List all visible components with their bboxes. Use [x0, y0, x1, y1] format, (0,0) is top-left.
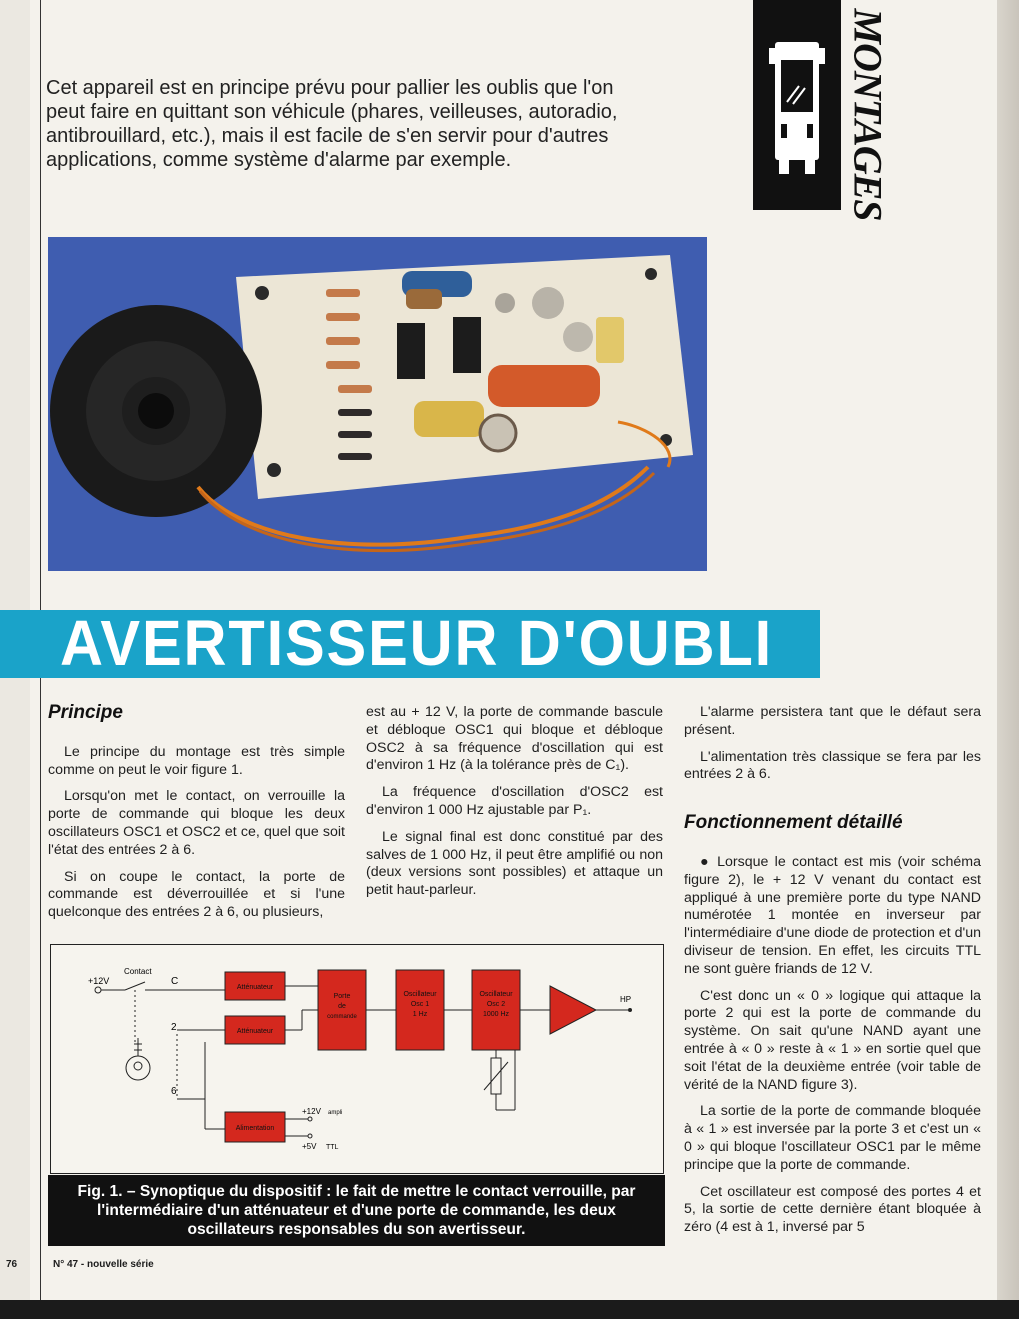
page-number: 76: [6, 1259, 18, 1270]
section-heading-principe: Principe: [48, 702, 123, 723]
paragraph: Si on coupe le contact, la porte de commande est déverrouillée et si l'une quelconque des entrées 2 à 6, ou plusieurs,: [48, 868, 345, 921]
figure-caption-text: Fig. 1. – Synoptique du dispositif : le fait de mettre le contact verrouille, par l'intermédiaire d'un atténuateur et d'une porte de commande, les deux oscillateurs responsables du son avertisseur.: [77, 1183, 636, 1238]
scan-bottom-band: [0, 1300, 1019, 1319]
paragraph: Le principe du montage est très simple comme on peut le voir figure 1.: [48, 743, 345, 778]
block-diagram: [50, 944, 664, 1174]
montages-logo: [753, 0, 841, 210]
paragraph: Cet oscillateur est composé des portes 4 et 5, la sortie de cette dernière étant bloquée à zéro (4 est à 1, inversé par 5: [684, 1183, 981, 1236]
paragraph: La sortie de la porte de commande bloquée à « 1 » est inversée par la porte 3 et c'est un « 0 » qui bloque l'oscillateur OSC1 par le même principe que la porte de commande.: [684, 1103, 981, 1173]
osc1-block: [396, 970, 444, 1050]
issue-label: N° 47 - nouvelle série: [53, 1259, 154, 1270]
column-3: [684, 704, 981, 1246]
attenuator-1-label: Atténuateur: [236, 984, 274, 991]
label-ttl: TTL: [326, 1144, 339, 1151]
paragraph: C'est donc un « 0 » logique qui attaque la porte 2 qui est la porte de commande du système. On sait qu'une NAND ayant une entrée à « 0 » reste à « 1 » en sortie quel que soit l'état de la deuxième entrée (voir table de vérité de la NAND figure 3).: [684, 987, 981, 1093]
label-input-2: 2: [171, 1022, 177, 1033]
paragraph: Le signal final est donc constitué par des salves de 1 000 Hz, il peut être amplifié ou non (deux versions sont possibles) et attaque un petit haut-parleur.: [366, 828, 663, 899]
paragraph: L'alarme persistera tant que le défaut sera présent.: [684, 704, 981, 738]
osc2-label-3: 1000 Hz: [482, 1011, 510, 1018]
label-c: C: [171, 976, 179, 987]
section-tag: [845, 7, 891, 221]
command-gate-label-1: Porte: [333, 993, 351, 1000]
label-12v-out: +12V: [302, 1107, 321, 1116]
vehicle-icon: [753, 0, 841, 210]
command-gate-block: [318, 970, 366, 1050]
section-heading-fonctionnement: Fonctionnement détaillé: [684, 812, 903, 834]
label-hp: HP: [620, 995, 632, 1004]
paragraph: La fréquence d'oscillation d'OSC2 est d'environ 1 000 Hz ajustable par P₁.: [366, 784, 663, 818]
paragraph: Lorsqu'on met le contact, on verrouille la porte de commande qui bloque les deux oscillateurs OSC1 et OSC2 et ce, quel que soit l'état des entrées 2 à 6.: [48, 788, 345, 858]
label-ampli: ampli: [328, 1110, 343, 1116]
paragraph: L'alimentation très classique se fera par les entrées 2 à 6.: [684, 748, 981, 783]
osc2-label-2: Osc 2: [486, 1001, 506, 1008]
column-1: [48, 704, 345, 931]
osc2-label-1: Oscillateur: [479, 991, 513, 998]
osc1-label-1: Oscillateur: [403, 991, 437, 998]
intro-paragraph: Cet appareil est en principe prévu pour pallier les oublis que l'on peut faire en quittant son véhicule (phares, veilleuses, autoradio, antibrouillard, etc.), mais il est facile de s'en servir pour d'autres applications, comme système d'alarme par exemple.: [46, 77, 618, 171]
label-plus12: +12V: [88, 976, 110, 986]
column-2: [366, 704, 663, 909]
osc1-label-2: Osc 1: [410, 1001, 430, 1008]
paragraph: est au + 12 V, la porte de commande bascule et débloque OSC1 qui bloque et débloque OSC2 à sa fréquence d'oscillation qui est d'environ 1 Hz (à la tolérance près de C₁).: [366, 704, 663, 774]
figure-caption: [48, 1175, 665, 1246]
facing-page-edge: [997, 0, 1019, 1319]
label-input-6: 6: [171, 1086, 177, 1097]
command-gate-label-3: commande: [327, 1014, 357, 1020]
osc1-label-3: 1 Hz: [412, 1011, 428, 1018]
command-gate-label-2: de: [338, 1003, 346, 1010]
section-tag-text: MONTAGES: [845, 7, 891, 221]
power-supply-label: Alimentation: [235, 1125, 275, 1132]
article-title: AVERTISSEUR D'OUBLI: [60, 607, 774, 679]
label-contact: Contact: [124, 967, 152, 976]
circuit-board-photo: [48, 237, 707, 571]
label-5v-out: +5V: [302, 1142, 317, 1151]
attenuator-2-label: Atténuateur: [236, 1028, 274, 1035]
osc2-block: [472, 970, 520, 1050]
paragraph: ● Lorsque le contact est mis (voir schéma figure 2), le + 12 V venant du contact est appliqué à une première porte du type NAND numérotée 1 montée en inverseur par l'intermédiaire d'une diode de protection et d'un diviseur de tension. En effet, les circuits TTL ne sont guère friands de 12 V.: [684, 853, 981, 977]
